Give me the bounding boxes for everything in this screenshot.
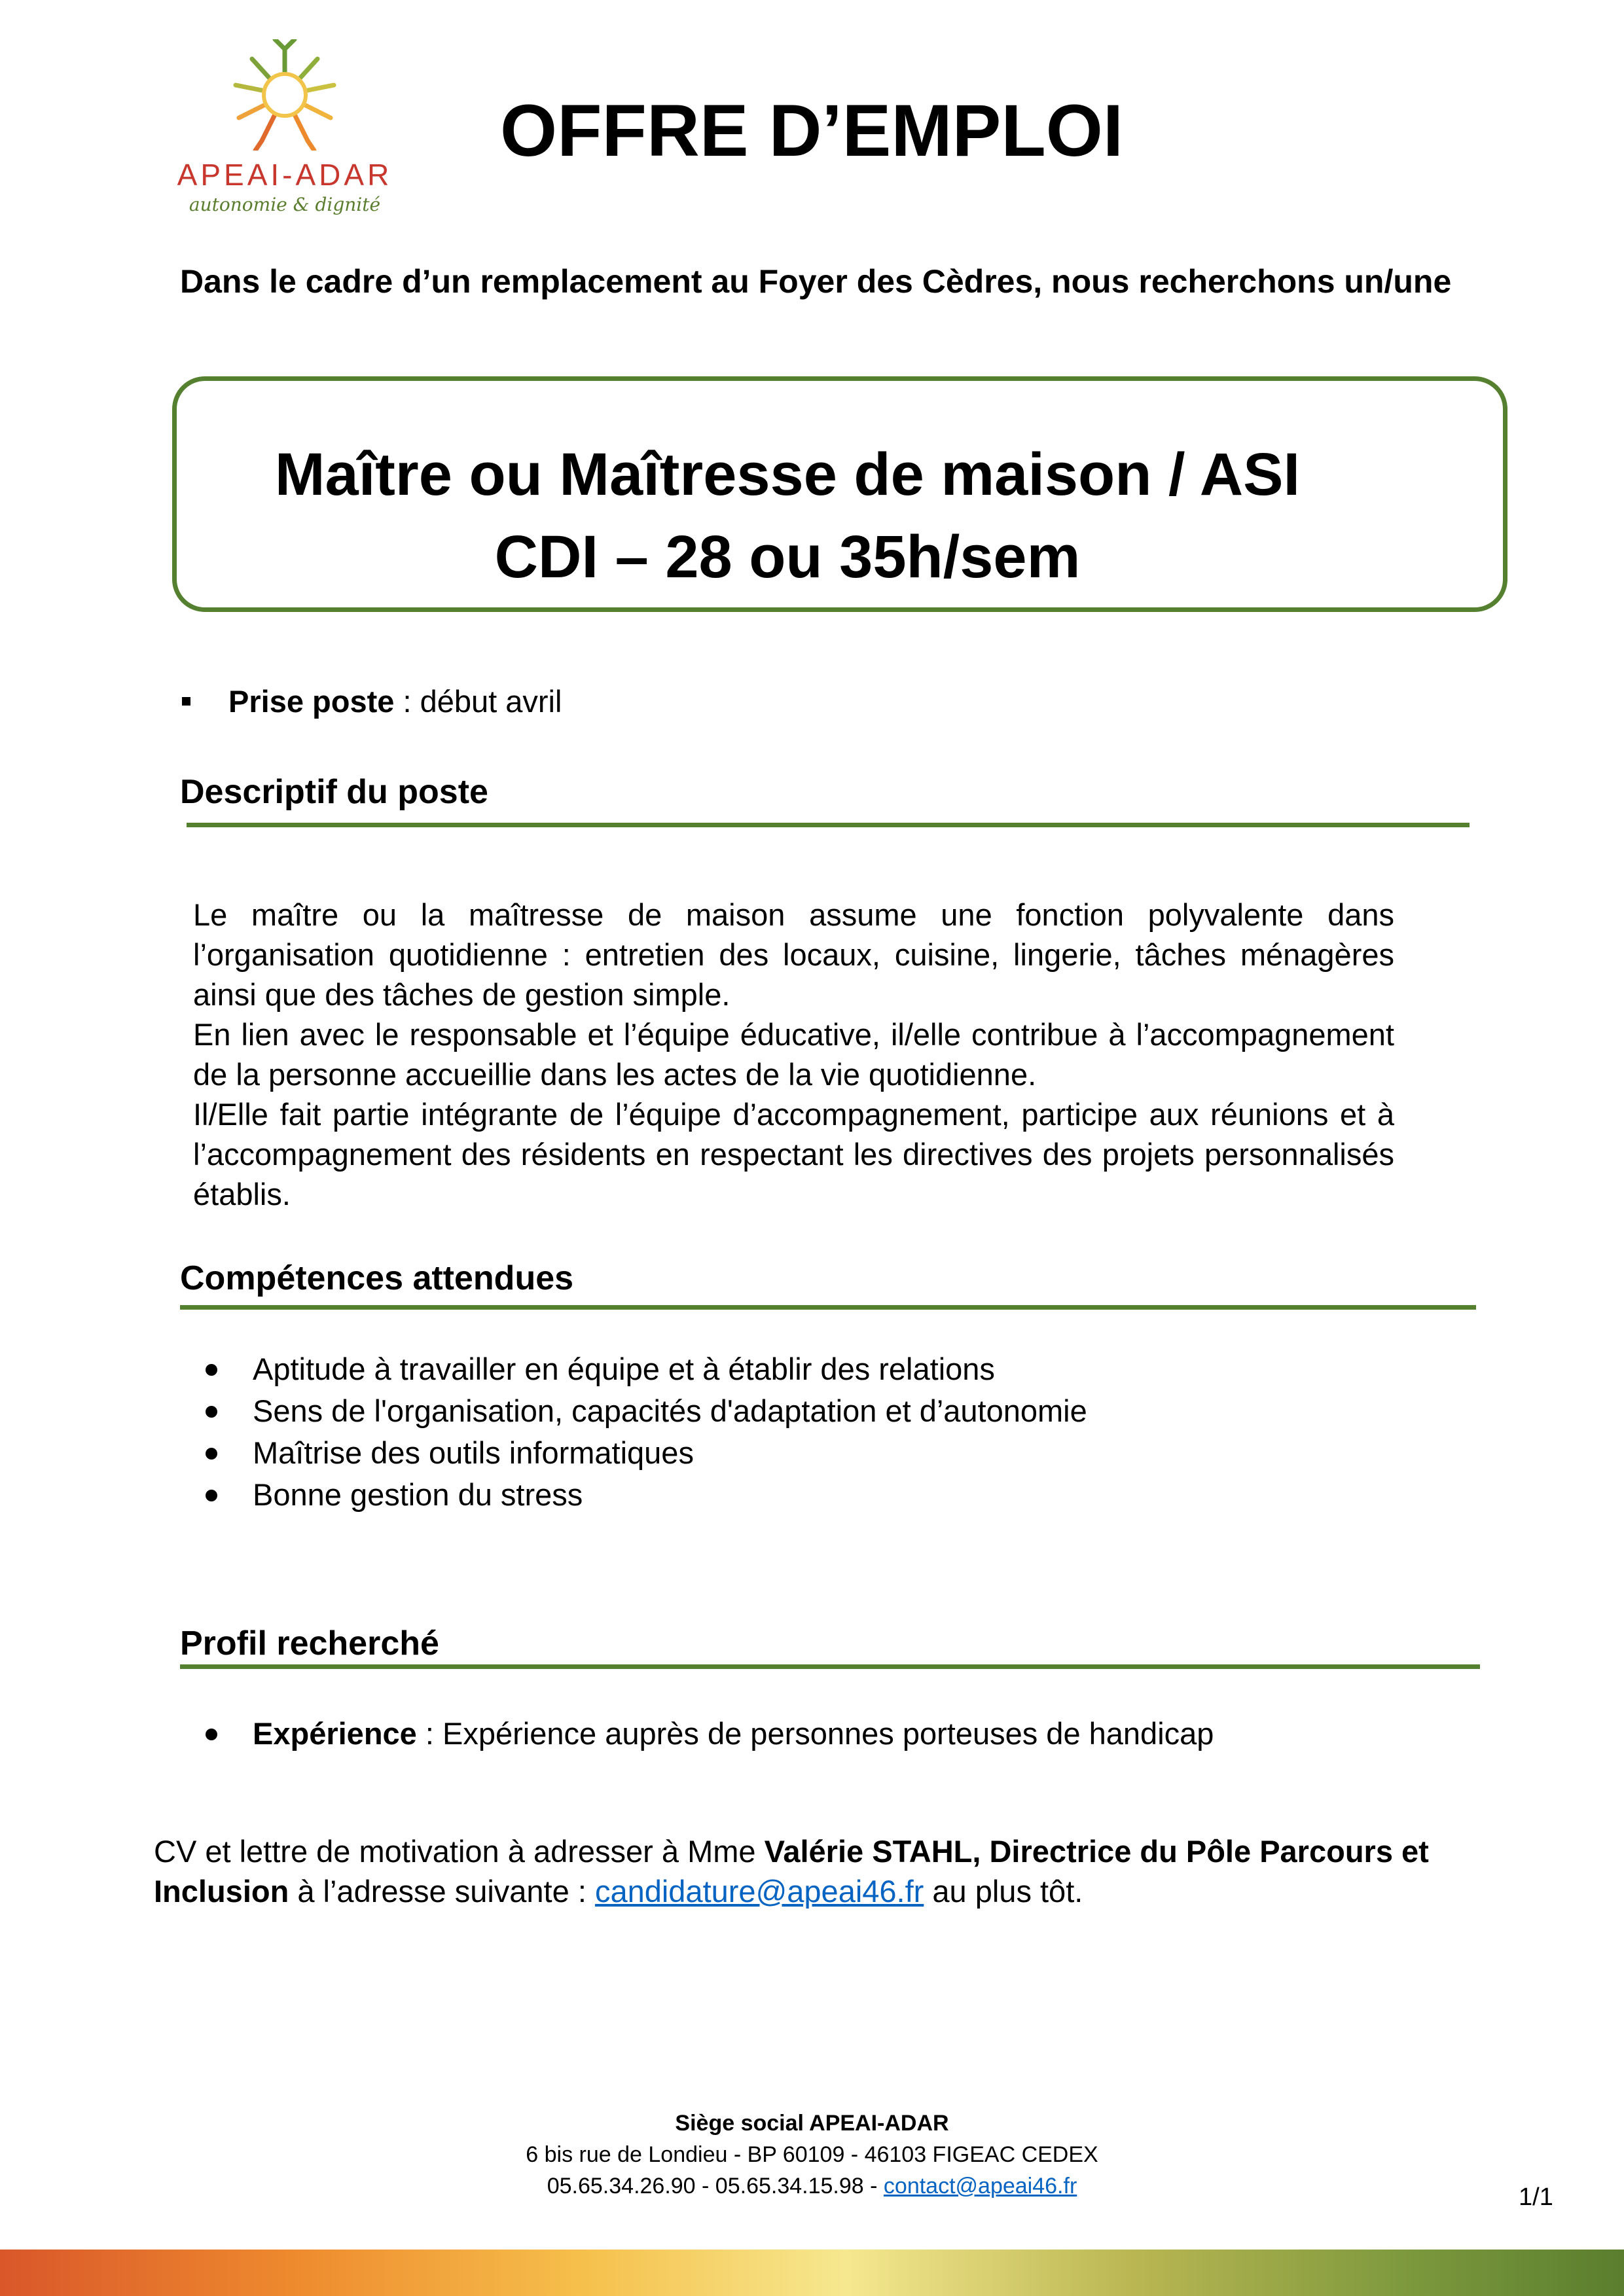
application-instructions [154,1831,1528,1911]
job-title: Maître ou Maîtresse de maison / ASI [274,441,1301,508]
section-title-profil: Profil recherché [180,1624,439,1662]
experience-value: Expérience auprès de personnes porteuses de handicap [442,1716,1214,1751]
description-paragraph: Le maître ou la maîtresse de maison assume une fonction polyvalente dans l’organisation quotidienne : entretien des locaux, cuisine, lingerie, tâches ménagères ainsi que des tâches de gestion simple. [193,897,1394,1012]
contact-email-link[interactable]: contact@apeai46.fr [883,2174,1077,2198]
candidature-email-link[interactable]: candidature@apeai46.fr [594,1874,924,1909]
list-item: Bonne gestion du stress [203,1474,1087,1516]
application-recipient: Valérie STAHL, Directrice du Pôle Parcours et Inclusion [154,1834,1429,1909]
page-title: OFFRE D’EMPLOI [500,90,1123,171]
section-title-descriptif: Descriptif du poste [180,773,488,811]
application-middle: à l’adresse suivante : [289,1874,595,1909]
prise-poste-separator: : [394,684,420,719]
list-item: Sens de l'organisation, capacités d'adaptation et d’autonomie [203,1390,1087,1432]
page-number: 1/1 [1519,2183,1553,2211]
description-paragraph: Il/Elle fait partie intégrante de l’équipe d’accompagnement, participe aux réunions et à l’accompagnement des résidents en respectant les directives des projets personnalisés établis. [193,1097,1394,1211]
section-divider [180,1305,1476,1310]
list-item: Aptitude à travailler en équipe et à établir des relations [203,1348,1087,1390]
logo-tagline: autonomie & dignité [189,194,381,215]
section-divider [180,1664,1480,1669]
footer-phones: 05.65.34.26.90 - 05.65.34.15.98 - [547,2174,884,2198]
footer-address: 6 bis rue de Londieu - BP 60109 - 46103 FIGEAC CEDEX [526,2142,1098,2167]
prise-poste-value: début avril [420,684,562,719]
competences-list [203,1348,1087,1516]
experience-separator: : [416,1716,442,1751]
footer-contact [0,2170,1624,2202]
footer-title: Siège social APEAI-ADAR [675,2111,949,2136]
experience-label: Expérience [253,1716,417,1751]
intro-text: Dans le cadre d’un remplacement au Foyer des Cèdres, nous recherchons un/une [180,263,1452,300]
section-title-competences: Compétences attendues [180,1259,574,1297]
job-description [193,895,1394,1214]
square-bullet-icon [182,697,190,706]
prise-poste-item [182,681,562,723]
footer [0,2108,1624,2202]
application-prefix: CV et lettre de motivation à adresser à Mme [154,1834,765,1869]
list-item: Maîtrise des outils informatiques [203,1432,1087,1474]
job-contract: CDI – 28 ou 35h/sem [494,524,1081,590]
logo-emblem-icon [216,39,353,151]
logo-name: APEAI-ADAR [177,158,393,192]
prise-poste-label: Prise poste [228,684,395,719]
apeai-adar-logo [177,39,393,236]
decorative-gradient-bar [0,2250,1624,2296]
job-title-box [172,376,1507,612]
application-suffix: au plus tôt. [924,1874,1083,1909]
profil-list [203,1713,1214,1755]
list-item [203,1713,1214,1755]
description-paragraph: En lien avec le responsable et l’équipe éducative, il/elle contribue à l’accompagnement de la personne accueillie dans les actes de la vie quotidienne. [193,1017,1394,1092]
section-divider [187,823,1470,827]
